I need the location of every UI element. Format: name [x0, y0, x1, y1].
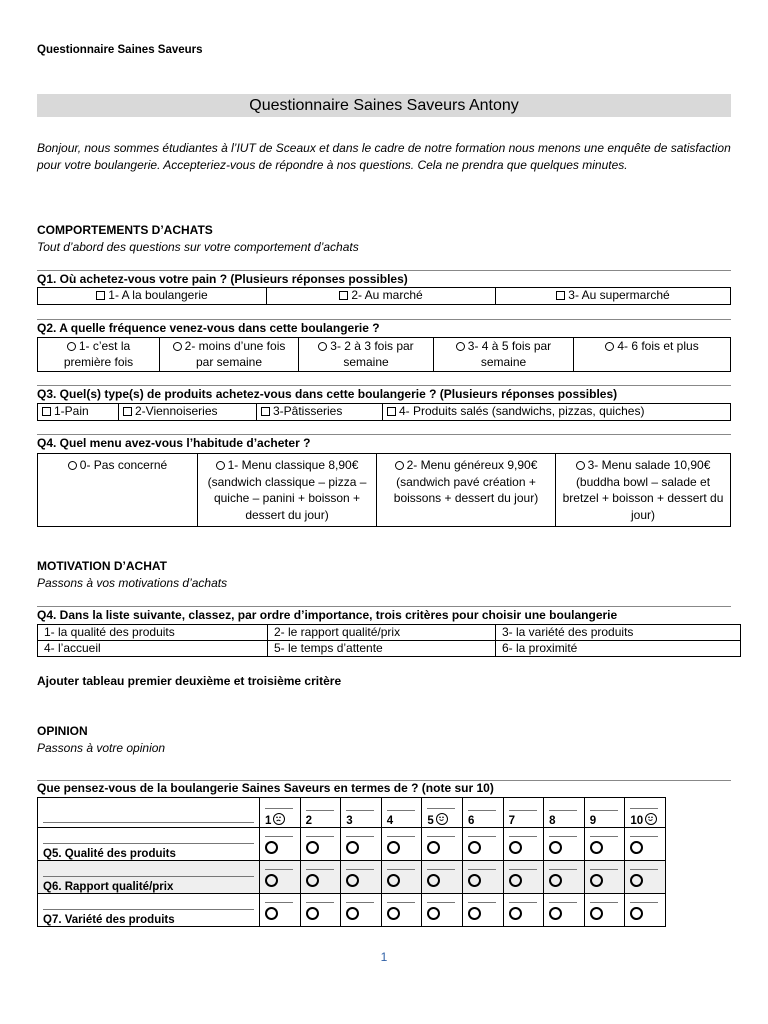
radio-icon[interactable] [509, 874, 522, 887]
radio-icon[interactable] [549, 907, 562, 920]
checkbox-icon[interactable] [96, 291, 105, 300]
rating-cell[interactable] [584, 861, 625, 894]
q1-label: Q1. Où achetez-vous votre pain ? (Plusieurs réponses possibles) [37, 272, 408, 286]
q2-option[interactable]: 3- 4 à 5 fois par semaine [434, 338, 574, 372]
q3-option[interactable]: 1-Pain [38, 404, 119, 421]
rating-row [38, 828, 666, 861]
q4-option[interactable]: 1- Menu classique 8,90€ (sandwich classique – pizza – quiche – panini + boisson + dessert du jour) [198, 454, 377, 527]
q3-option[interactable]: 3-Pâtisseries [257, 404, 383, 421]
radio-icon[interactable] [549, 874, 562, 887]
radio-icon[interactable] [67, 342, 76, 351]
rating-row-label: Q5. Qualité des produits [38, 828, 260, 861]
rating-cell[interactable] [544, 828, 585, 861]
editor-note: Ajouter tableau premier deuxième et troisième critère [37, 674, 342, 688]
q1-options-table [37, 287, 731, 305]
radio-icon[interactable] [387, 874, 400, 887]
rating-row [38, 894, 666, 927]
radio-icon[interactable] [549, 841, 562, 854]
q4-option[interactable]: 0- Pas concerné [38, 454, 198, 527]
rating-cell[interactable] [422, 828, 463, 861]
rating-cell[interactable] [462, 894, 503, 927]
rating-cell[interactable] [341, 828, 382, 861]
section-title-motivation: MOTIVATION D’ACHAT [37, 559, 167, 573]
q2-option[interactable]: 4- 6 fois et plus [574, 338, 731, 372]
criterion-cell: 4- l’accueil [38, 641, 268, 657]
checkbox-icon[interactable] [556, 291, 565, 300]
radio-icon[interactable] [346, 874, 359, 887]
checkbox-icon[interactable] [387, 407, 396, 416]
rating-row-label: Q7. Variété des produits [38, 894, 260, 927]
divider [37, 270, 731, 271]
radio-icon[interactable] [427, 841, 440, 854]
radio-icon[interactable] [590, 907, 603, 920]
rating-cell[interactable] [625, 861, 666, 894]
rating-cell[interactable] [381, 861, 422, 894]
section-subtitle-opinion: Passons à votre opinion [37, 741, 166, 755]
q2-option[interactable]: 2- moins d’une fois par semaine [160, 338, 299, 372]
divider [37, 434, 731, 435]
radio-icon[interactable] [346, 907, 359, 920]
q3-option[interactable]: 4- Produits salés (sandwichs, pizzas, quiches) [383, 404, 731, 421]
radio-icon[interactable] [468, 907, 481, 920]
rating-cell[interactable] [260, 828, 301, 861]
criteria-table [37, 624, 741, 657]
rating-cell[interactable] [625, 894, 666, 927]
q3-option[interactable]: 2-Viennoiseries [119, 404, 257, 421]
rating-cell[interactable] [625, 828, 666, 861]
happy-face-icon [645, 813, 657, 825]
radio-icon[interactable] [468, 841, 481, 854]
q1-option[interactable]: 2- Au marché [267, 288, 496, 305]
q1-option[interactable]: 3- Au supermarché [496, 288, 731, 305]
q3-options-table [37, 403, 731, 421]
rating-cell[interactable] [381, 828, 422, 861]
radio-icon[interactable] [265, 874, 278, 887]
intro-text: Bonjour, nous sommes étudiantes à l’IUT de Sceaux et dans le cadre de notre formation nous menons une enquête de satisfaction pour votre boulangerie. Accepteriez-vous de répondre à nos questions. Cela ne prendra que quelques minutes. [37, 141, 731, 172]
radio-icon[interactable] [630, 874, 643, 887]
checkbox-icon[interactable] [261, 407, 270, 416]
section-title-comportements: COMPORTEMENTS D’ACHATS [37, 223, 213, 237]
criterion-cell: 2- le rapport qualité/prix [268, 625, 496, 641]
radio-icon[interactable] [427, 907, 440, 920]
q4-options-table [37, 453, 731, 527]
rating-cell[interactable] [503, 894, 544, 927]
q4-option[interactable]: 2- Menu généreux 9,90€ (sandwich pavé création + boissons + dessert du jour) [377, 454, 556, 527]
happy-face-icon [436, 813, 448, 825]
q2-options-table [37, 337, 731, 372]
grid-corner [38, 798, 260, 828]
criterion-cell: 6- la proximité [496, 641, 741, 657]
page-header: Questionnaire Saines Saveurs [37, 44, 203, 56]
radio-icon[interactable] [306, 841, 319, 854]
radio-icon[interactable] [395, 461, 404, 470]
rating-cell[interactable] [422, 894, 463, 927]
rating-grid [37, 797, 666, 927]
radio-icon[interactable] [318, 342, 327, 351]
section-subtitle-comportements: Tout d’abord des questions sur votre comportement d’achats [37, 240, 359, 254]
radio-icon[interactable] [427, 874, 440, 887]
rating-cell[interactable] [584, 894, 625, 927]
radio-icon[interactable] [605, 342, 614, 351]
page-number: 1 [380, 950, 388, 964]
divider [37, 385, 731, 386]
scale-header: 8 [544, 798, 585, 828]
rating-cell[interactable] [544, 894, 585, 927]
criterion-cell: 3- la variété des produits [496, 625, 741, 641]
criterion-cell: 1- la qualité des produits [38, 625, 268, 641]
rating-cell[interactable] [544, 861, 585, 894]
scale-header: 10 [625, 798, 666, 828]
checkbox-icon[interactable] [42, 407, 51, 416]
scale-header: 3 [341, 798, 382, 828]
radio-icon[interactable] [216, 461, 225, 470]
criterion-cell: 5- le temps d’attente [268, 641, 496, 657]
radio-icon[interactable] [306, 907, 319, 920]
section-subtitle-motivation: Passons à vos motivations d’achats [37, 576, 228, 590]
radio-icon[interactable] [509, 841, 522, 854]
radio-icon[interactable] [387, 841, 400, 854]
radio-icon[interactable] [346, 841, 359, 854]
radio-icon[interactable] [68, 461, 77, 470]
radio-icon[interactable] [456, 342, 465, 351]
rating-cell[interactable] [584, 828, 625, 861]
scale-header: 7 [503, 798, 544, 828]
rating-cell[interactable] [462, 861, 503, 894]
rating-cell[interactable] [341, 861, 382, 894]
radio-icon[interactable] [590, 874, 603, 887]
rating-cell[interactable] [300, 894, 341, 927]
q2-option[interactable]: 3- 2 à 3 fois par semaine [299, 338, 434, 372]
radio-icon[interactable] [306, 874, 319, 887]
q1-option[interactable]: 1- A la boulangerie [38, 288, 267, 305]
radio-icon[interactable] [173, 342, 182, 351]
radio-icon[interactable] [265, 841, 278, 854]
rating-cell[interactable] [341, 894, 382, 927]
rating-cell[interactable] [462, 828, 503, 861]
q3-label: Q3. Quel(s) type(s) de produits achetez-vous dans cette boulangerie ? (Plusieurs réponses possibles) [37, 387, 618, 401]
scale-header: 4 [381, 798, 422, 828]
scale-header: 5 [422, 798, 463, 828]
q4-label: Q4. Quel menu avez-vous l’habitude d’acheter ? [37, 436, 311, 450]
rating-row-label: Q6. Rapport qualité/prix [38, 861, 260, 894]
rating-cell[interactable] [422, 861, 463, 894]
checkbox-icon[interactable] [123, 407, 132, 416]
divider [37, 319, 731, 320]
scale-header: 9 [584, 798, 625, 828]
scale-header: 1 [260, 798, 301, 828]
scale-header: 2 [300, 798, 341, 828]
radio-icon[interactable] [630, 841, 643, 854]
q2-label: Q2. A quelle fréquence venez-vous dans cette boulangerie ? [37, 321, 380, 335]
radio-icon[interactable] [387, 907, 400, 920]
checkbox-icon[interactable] [339, 291, 348, 300]
rating-cell[interactable] [503, 861, 544, 894]
radio-icon[interactable] [509, 907, 522, 920]
section-title-opinion: OPINION [37, 724, 88, 738]
q4b-label: Q4. Dans la liste suivante, classez, par ordre d’importance, trois critères pour choisir une boulangerie [37, 608, 618, 622]
scale-header: 6 [462, 798, 503, 828]
rating-cell[interactable] [260, 894, 301, 927]
rating-cell[interactable] [300, 861, 341, 894]
rating-label: Que pensez-vous de la boulangerie Saines Saveurs en termes de ? (note sur 10) [37, 781, 494, 795]
sad-face-icon [273, 813, 285, 825]
document-title: Questionnaire Saines Saveurs Antony [37, 94, 731, 117]
divider [37, 606, 731, 607]
radio-icon[interactable] [630, 907, 643, 920]
q2-option[interactable]: 1- c’est la première fois [38, 338, 160, 372]
q4-option[interactable]: 3- Menu salade 10,90€ (buddha bowl – salade et bretzel + boisson + dessert du jour) [556, 454, 731, 527]
rating-cell[interactable] [300, 828, 341, 861]
radio-icon[interactable] [468, 874, 481, 887]
radio-icon[interactable] [265, 907, 278, 920]
radio-icon[interactable] [576, 461, 585, 470]
rating-row [38, 861, 666, 894]
rating-cell[interactable] [260, 861, 301, 894]
rating-cell[interactable] [381, 894, 422, 927]
radio-icon[interactable] [590, 841, 603, 854]
rating-cell[interactable] [503, 828, 544, 861]
